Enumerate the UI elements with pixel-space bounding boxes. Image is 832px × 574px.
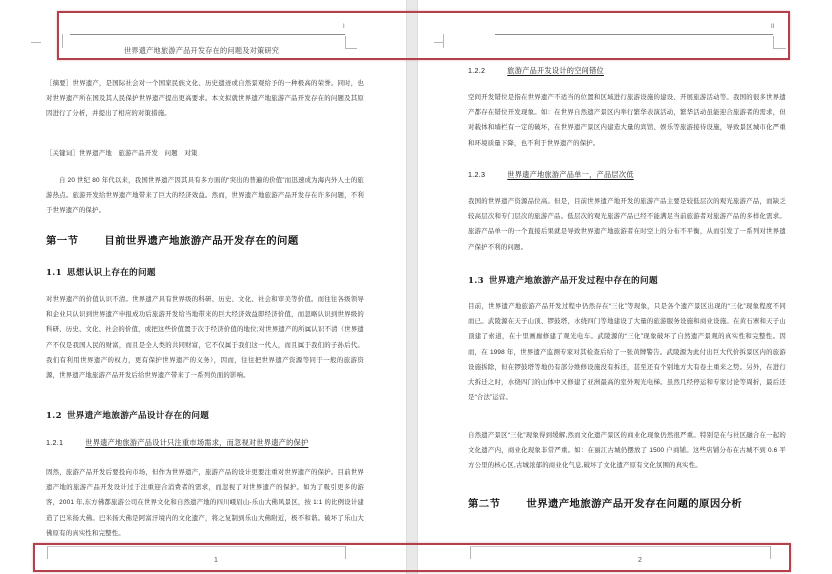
crop-mark-footer-mid — [345, 546, 346, 559]
heading-1-2-3-title: 世界遗产地旅游产品单一，产品层次低 — [507, 170, 634, 179]
header-rule-right — [495, 34, 773, 35]
heading-1-2-3-number: 1.2.3 — [468, 170, 486, 179]
paragraph-1-3: 目前，世界遗产地旅游产品开发过程中仍然存在“三化”等现象，只是各个遗产景区出现的“三化”现象程度不同而已。武陵源在天子山顶、锣鼓塔、水绕四门等地建设了大量的旅游服务设施和商业设施。在黄石寨和天子山顶建了索道，在十里画廊修建了观光电车。武陵源的“三化”现象破坏了自然遗产景观的真实性和完整性。因而，在 1998 年，世界遗产监测专家对其检查后给了一张黄牌警告。武陵源为此付出巨大代价拆景区内的旅游设施拆除，但在锣鼓塔等地仍有部分维修设施没有拆还，甚至还有个别地方大有卷土重来之势。另外，在进行大拆迁之时，水绕四门的山体中又修建了亚洲最高的室外观光电梯。虽然几经停运和专家讨论等周折，最后还是“合法”运营。 — [468, 303, 786, 402]
header-title-left: 世界遗产地旅游产品开发存在的问题及对策研究 — [124, 46, 280, 55]
paragraph-1-1: 对世界遗产的价值认识不清。世界遗产具有世界级的科研、历史、文化、社会和审美等价值。而往往各级领导和企业只认识到世界遗产申报成功后旅游开发给当地带来的巨大经济效益即经济价值，而忽略认识到世界级的科研、历史、文化、社会的价值，或把这些价值置于次于经济价值的地位;对世界遗产的所属认识不清（世界遗产不仅是我国人民的财富，而且是全人类的共同财富，它不仅属于我们这一代人，而且属于我们的子孙后代。我们有利用世界遗产的权力，更有保护世界遗产的义务），因而，往往把世界遗产资源等同于一般的旅游资源，世界遗产地旅游产品开发后给世界遗产带来了一系列负面的影响。 — [46, 296, 364, 380]
crop-mark-left-top — [31, 42, 41, 43]
crop-mark-footer-right1 — [470, 546, 471, 559]
crop-mark-footer-left — [47, 546, 48, 559]
heading-1-2-3 — [468, 170, 634, 180]
heading-1-1-title: 思想认识上存在的问题 — [66, 268, 156, 278]
heading-1-2-2 — [468, 66, 604, 76]
section-1-number: 第一节 — [46, 236, 79, 247]
paragraph-1-2-3: 我国的世界遗产资源品位高。但是，目前世界遗产地开发的旅游产品主要是较低层次的观光旅游产品，而缺乏较高层次和专门层次的旅游产品。低层次的观光旅游产品已经不能满足当前旅游者对旅游产品的多样化需求。旅游产品单一的一个直接后果就是导致世界遗产地旅游者在时空上的分布不平衡，从而引发了一系列对世界遗产保护不利的问题。 — [468, 198, 786, 251]
heading-1-3 — [468, 274, 658, 286]
heading-1-2-1-number: 1.2.1 — [46, 438, 64, 447]
heading-1-2-number: 1.2 — [46, 411, 62, 421]
crop-mark-footer-right2 — [770, 546, 771, 559]
heading-1-2-2-title: 旅游产品开发设计的空间错位 — [507, 66, 604, 75]
heading-1-2-1-title: 世界遗产地旅游产品设计只注重市场需求，而忽视对世界遗产的保护 — [85, 438, 309, 447]
keywords-line: ［关键词］世界遗产地 旅游产品开发 问题 对策 — [46, 150, 198, 157]
heading-1-3-title: 世界遗产地旅游产品开发过程中存在的问题 — [488, 276, 658, 286]
paragraph-1-2-1: 固然，旅游产品开发后要投向市场，但作为世界遗产，旅游产品的设计更要注重对世界遗产的保护。目前世界遗产地的旅游产品开发设计过于注重迎合消费者的需求，而忽视了对世界遗产的保护。如为了吸引更多的游客，2001 年,东方佛都旅游公司在世界文化和自然遗产地的四川峨眉山-乐山大佛风景区，按 1:1 的比例设计建造了巴米扬大佛。巴米扬大佛是阿富汗境内的文化遗产，将之复制到乐山大佛附近，极不和谐。破坏了乐山大佛原有的真实性和完整性。 — [46, 469, 364, 537]
crop-mark-left-inner — [62, 34, 63, 48]
header-mark-right: II — [771, 24, 775, 30]
section-2-number: 第二节 — [468, 499, 501, 510]
heading-1-2-1 — [46, 438, 308, 448]
crop-mark-right-mid2 — [773, 48, 786, 49]
section-2-title: 世界遗产地旅游产品开发存在问题的原因分析 — [526, 499, 743, 510]
page-right-surface — [418, 0, 832, 574]
footer-rule-left — [47, 546, 345, 547]
paragraph-1-3-b: 自然遗产景区“三化”现象得到缓解,然而文化遗产景区的商业化现象仍然很严重。特别是在与社区融合在一起的文化遗产内，商业化现象非常严重。如：在丽江古城仍摆放了 1500 户商铺。这些店铺分布在古城不到 0.6 平方公里的核心区,古城浓郁的商业化气息,破坏了文化遗产原有文化氛围的真实性。 — [468, 432, 786, 470]
header-rule-left — [70, 34, 345, 35]
heading-1-2-2-number: 1.2.2 — [468, 66, 486, 75]
heading-1-1 — [46, 266, 156, 278]
section-2-heading — [468, 495, 742, 510]
page-separator-gap — [406, 0, 418, 574]
heading-1-1-number: 1.1 — [46, 268, 62, 278]
heading-1-3-number: 1.3 — [468, 276, 484, 286]
header-mark-left: I — [343, 24, 345, 30]
footer-rule-right — [470, 546, 770, 547]
page-number-left: 1 — [214, 557, 218, 564]
crop-mark-right-inner — [443, 34, 444, 48]
heading-1-2-title: 世界遗产地旅游产品设计存在的问题 — [66, 411, 210, 421]
abstract-paragraph: ［摘要］世界遗产，是国际社会对一个国家民族文化、历史遗迹或自然景观给予的一种极高的荣誉。同时，也对世界遗产所在国及其人民保护世界遗产提出更高要求。本文拟就世界遗产地旅游产品开发存在的问题及其原因进行了分析，并提出了相应的对策措施。 — [46, 80, 364, 118]
crop-mark-left-mid2 — [345, 48, 357, 49]
section-1-title: 目前世界遗产地旅游产品开发存在的问题 — [104, 236, 299, 247]
page-number-right: 2 — [638, 557, 642, 564]
heading-1-2 — [46, 409, 209, 421]
intro-paragraph: 自 20 世纪 80 年代以来，我国世界遗产因其具有多方面的“突出的普遍的价值”而迅速成为海内外人士的旅游热点。旅游开发给世界遗产地带来了巨大的经济效益。然而，世界遗产地旅游产品开发存在许多问题，不利于世界遗产的保护。 — [46, 177, 364, 215]
paragraph-1-2-2: 空间开发错位是指在世界遗产不适当的位置和区域进行旅游设施的建设、开展旅游活动等。我国的很多世界遗产都存在错位开发现象。如：在世界自然遗产景区内举行繁华表演活动，繁华活动虽能迎合旅游者的需求，但对载体和墙栏有一定的破坏，在世界遗产景区内建造大量的宾馆、娱乐等旅游接待设施，导致景区城市化严重和环境质量下降，也不利于世界遗产的保护。 — [468, 94, 786, 147]
section-1-heading — [46, 232, 299, 247]
